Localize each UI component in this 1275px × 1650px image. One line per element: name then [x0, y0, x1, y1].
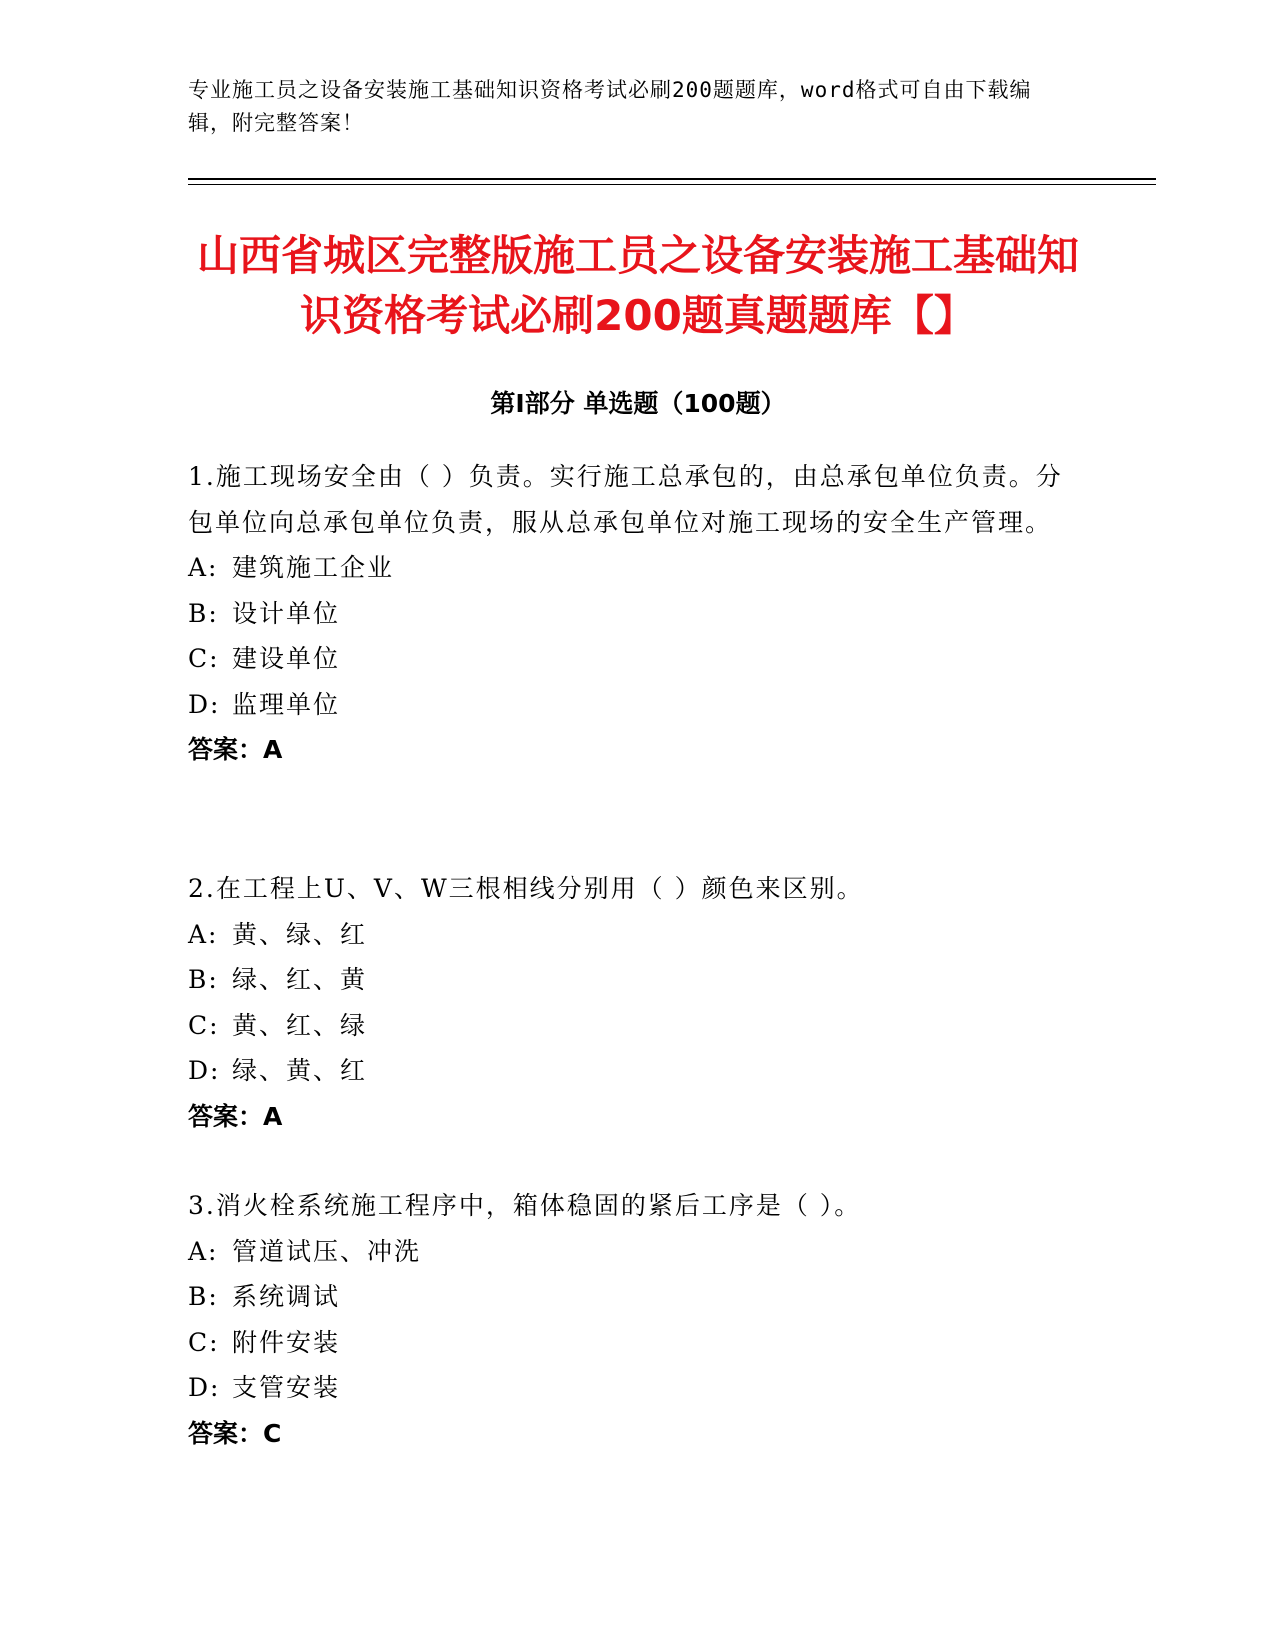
option-label: D:: [188, 1056, 221, 1085]
option-text: 建设单位: [232, 644, 341, 673]
option-a: [188, 545, 1068, 591]
option-label: B:: [188, 965, 219, 994]
answer: 答案：A: [188, 735, 283, 764]
option-label: C:: [188, 1010, 220, 1040]
question-stem: 1.施工现场安全由（ ）负责。实行施工总承包的，由总承包单位负责。分包单位向总承包单位负责，服从总承包单位对施工现场的安全生产管理。: [188, 462, 1063, 537]
option-b: [188, 591, 1068, 637]
option-a: [188, 912, 1068, 958]
document-title: 山西省城区完整版施工员之设备安装施工基础知识资格考试必刷200题真题题库【】: [196, 231, 1079, 340]
option-text: 附件安装: [232, 1327, 341, 1357]
option-label: C:: [188, 1327, 220, 1357]
option-label: B:: [188, 1282, 219, 1311]
option-label: B:: [188, 598, 219, 628]
option-c: [188, 1003, 1068, 1049]
option-label: A:: [188, 1236, 219, 1266]
header-divider-thin: [188, 184, 1156, 185]
option-label: A:: [188, 919, 219, 949]
option-text: 建筑施工企业: [232, 553, 395, 582]
option-text: 支管安装: [232, 1373, 341, 1402]
question-3: [188, 1183, 1068, 1456]
option-label: C:: [188, 644, 220, 673]
option-text: 管道试压、冲洗: [232, 1236, 422, 1266]
option-b: [188, 957, 1068, 1003]
option-text: 系统调试: [232, 1282, 341, 1311]
question-2: [188, 866, 1068, 1139]
question-1: [188, 454, 1068, 773]
option-d: [188, 1048, 1068, 1094]
option-d: [188, 682, 1068, 728]
option-c: [188, 1320, 1068, 1366]
answer: 答案：A: [188, 1101, 283, 1131]
answer: 答案：C: [188, 1418, 282, 1448]
header-divider-thick: [188, 178, 1156, 180]
option-d: [188, 1365, 1068, 1411]
section-heading: 第Ⅰ部分 单选题（100题）: [490, 389, 786, 418]
option-text: 绿、黄、红: [232, 1056, 368, 1085]
option-text: 监理单位: [232, 689, 341, 719]
option-text: 黄、绿、红: [232, 919, 368, 949]
question-stem: 2.在工程上U、V、W三根相线分别用（ ）颜色来区别。: [188, 874, 864, 903]
question-stem: 3.消火栓系统施工程序中，箱体稳固的紧后工序是（ ）。: [188, 1191, 862, 1220]
option-text: 设计单位: [232, 598, 341, 628]
option-text: 绿、红、黄: [232, 965, 368, 994]
option-c: [188, 636, 1068, 682]
option-label: D:: [188, 1373, 221, 1402]
option-text: 黄、红、绿: [232, 1010, 368, 1040]
option-label: D:: [188, 689, 221, 719]
option-b: [188, 1274, 1068, 1320]
option-a: [188, 1229, 1068, 1275]
option-label: A:: [188, 553, 219, 582]
document-intro: 专业施工员之设备安装施工基础知识资格考试必刷200题题库，word格式可自由下载编辑，附完整答案！: [188, 78, 1032, 135]
